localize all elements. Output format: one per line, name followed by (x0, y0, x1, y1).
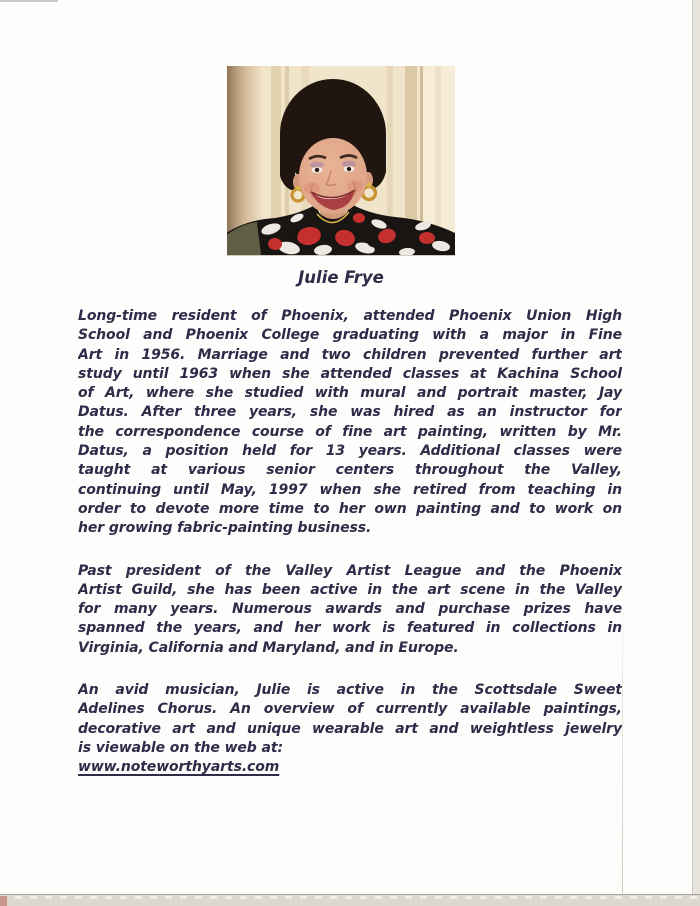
bio-line: Long-time resident of Phoenix, attended Phoenix Union High (78, 308, 622, 324)
bio-line: Datus. After three years, she was hired as an instructor for (78, 404, 622, 421)
bio-line: the correspondence course of fine art painting, written by Mr. (78, 423, 622, 440)
bio-line: spanned the years, and her work is featured in collections in (78, 620, 622, 637)
bio-line: Datus, a position held for 13 years. Additional classes were (78, 443, 622, 460)
scan-crease-line (622, 560, 623, 895)
bio-paragraph-1 (78, 307, 622, 539)
photo-caption: Julie Frye (298, 268, 384, 287)
scan-top-edge (0, 0, 58, 2)
bio-paragraph-3 (78, 681, 622, 777)
biography-text (78, 307, 622, 801)
scan-bottom-edge (0, 894, 700, 906)
bio-line: Art in 1956. Marriage and two children prevented further art (78, 346, 622, 363)
bio-line: her growing fabric-painting business. (78, 520, 372, 537)
bio-line: is viewable on the web at: (78, 739, 283, 756)
bio-line: decorative art and unique wearable art and weightless jewelry (78, 720, 622, 737)
bio-line: Past president of the Valley Artist League and the Phoenix (78, 562, 622, 579)
scan-corner-mark (0, 896, 7, 906)
bio-line: Adelines Chorus. An overview of currently available paintings, (78, 701, 622, 718)
bio-line: An avid musician, Julie is active in the Scottsdale Sweet (78, 682, 622, 699)
website-url: www.noteworthyarts.com (78, 759, 280, 776)
bio-paragraph-2 (78, 562, 622, 658)
bio-line: study until 1963 when she attended classes at Kachina School (78, 365, 622, 382)
bio-line: of Art, where she studied with mural and portrait master, Jay (78, 385, 622, 402)
scan-right-edge (692, 0, 700, 906)
bio-line: School and Phoenix College graduating with a major in Fine (78, 327, 622, 344)
bio-line: continuing until May, 1997 when she retired from teaching in (78, 481, 622, 498)
bio-line: taught at various senior centers throughout the Valley, (78, 462, 622, 479)
bio-line: Artist Guild, she has been active in the art scene in the Valley (78, 581, 622, 598)
bio-line: Virginia, California and Maryland, and in Europe. (78, 639, 459, 656)
bio-line: order to devote more time to her own painting and to work on (78, 500, 622, 517)
bio-line: for many years. Numerous awards and purchase prizes have (78, 601, 622, 618)
portrait-photo-image (227, 66, 455, 255)
portrait-photo (227, 66, 455, 256)
